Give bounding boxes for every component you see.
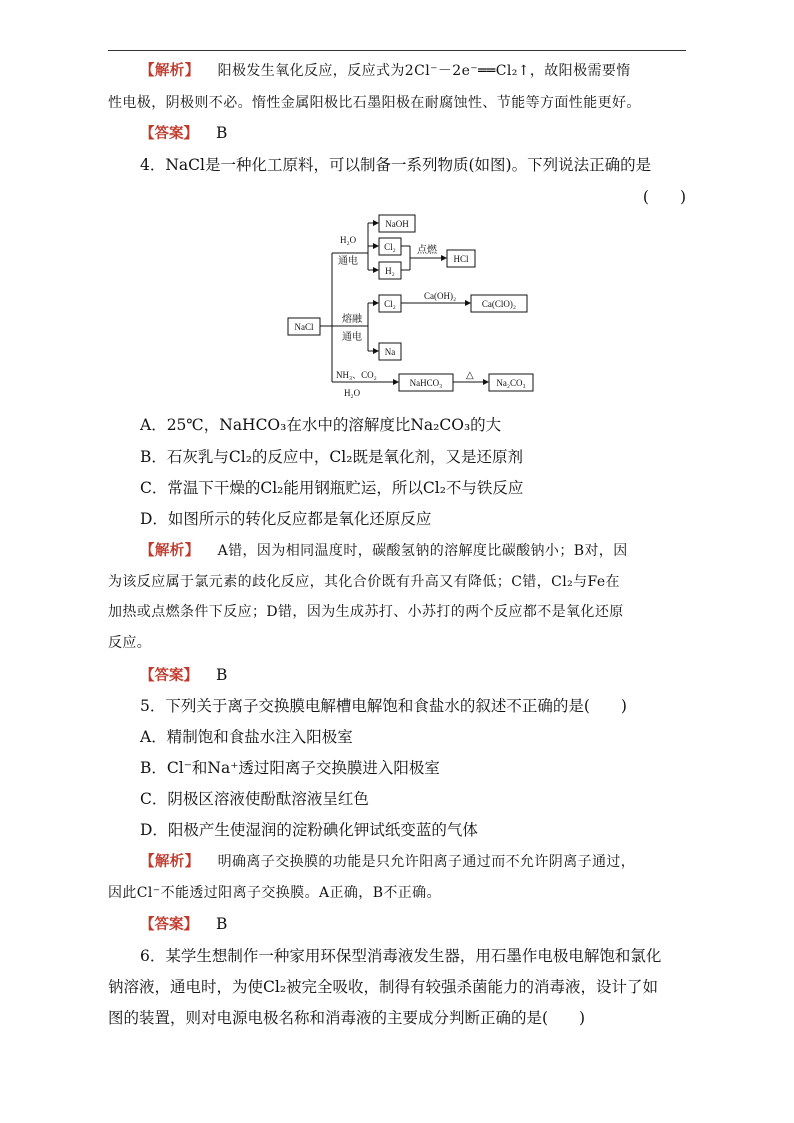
label-nahco3: NaHCO₃ [409,378,443,388]
label-electrolysis-2: 通电 [342,332,362,343]
answer-line [140,122,718,145]
question-5-stem: 5．下列关于离子交换膜电解槽电解饱和食盐水的叙述不正确的是( ) [140,697,627,715]
analysis-line: 为该反应属于氯元素的歧化反应，其化合价既有升高又有降低；C错，Cl₂与Fe在 [108,574,620,590]
analysis-line: 性电极，阴极则不必。惰性金属阳极比石墨阳极在耐腐蚀性、节能等方面性能更好。 [108,95,641,111]
nacl-flow-diagram [280,210,550,400]
answer-tag: 【答案】 [140,126,198,142]
label-h2o: H₂O [340,235,357,245]
answer-value: B [216,915,228,933]
label-ignite: 点燃 [417,245,437,256]
analysis-text: 阳极发生氧化反应，反应式为2Cl⁻－2e⁻══Cl₂↑，故阳极需要惰 [217,63,631,79]
label-electrolysis: 通电 [338,256,358,267]
option-d: D．如图所示的转化反应都是氧化还原反应 [140,510,432,528]
label-naoh: NaOH [385,219,409,229]
answer-paren: ( ) [642,188,686,206]
analysis-line [140,60,718,82]
option-d: D．阳极产生使湿润的淀粉碘化钾试纸变蓝的气体 [140,821,478,839]
analysis-line [140,540,718,562]
question-6-line: 图的装置，则对电源电极名称和消毒液的主要成分判断正确的是( ) [108,1009,586,1027]
label-na: Na [384,347,396,357]
option-b: B．石灰乳与Cl₂的反应中，Cl₂既是氧化剂，又是还原剂 [140,448,523,466]
header-rule [108,50,686,51]
question-6-line: 钠溶液，通电时，为使Cl₂被完全吸收，制得有较强杀菌能力的消毒液，设计了如 [108,978,659,996]
label-cl2-mid: Cl₂ [384,299,396,309]
option-b: B．Cl⁻和Na⁺透过阳离子交换膜进入阳极室 [140,759,440,777]
label-na2co3: Na₂CO₃ [496,378,526,388]
analysis-tag: 【解析】 [140,63,200,79]
analysis-text: A错，因为相同温度时，碳酸氢钠的溶解度比碳酸钠小；B对，因 [217,543,628,559]
label-heat: △ [466,370,474,381]
analysis-line: 加热或点燃条件下反应；D错，因为生成苏打、小苏打的两个反应都不是氧化还原 [108,604,624,620]
option-c: C．常温下干燥的Cl₂能用钢瓶贮运，所以Cl₂不与铁反应 [140,479,524,497]
label-hcl: HCl [453,254,469,264]
answer-value: B [216,666,228,684]
answer-line [140,913,718,936]
label-melt: 熔融 [342,314,362,325]
label-nacl: NaCl [294,322,314,332]
question-4-stem: 4．NaCl是一种化工原料，可以制备一系列物质(如图)。下列说法正确的是 [140,156,652,174]
analysis-tag: 【解析】 [140,543,200,559]
label-h2o-bottom: H₂O [344,388,361,398]
label-cl2: Cl₂ [384,242,396,252]
option-c: C．阴极区溶液使酚酞溶液呈红色 [140,790,369,808]
option-a: A．精制饱和食盐水注入阳极室 [140,728,353,746]
label-nh3co2: NH₃、CO₂ [336,370,377,380]
answer-value: B [216,124,228,142]
label-caoh2: Ca(OH)₂ [424,291,457,301]
option-a: A．25℃，NaHCO₃在水中的溶解度比Na₂CO₃的大 [140,416,502,434]
analysis-line: 因此Cl⁻不能透过阳离子交换膜。A正确，B不正确。 [108,885,441,901]
question-6-line: 6．某学生想制作一种家用环保型消毒液发生器，用石墨作电极电解饱和氯化 [140,947,662,965]
label-caclo2: Ca(ClO)₂ [481,299,517,309]
analysis-text: 明确离子交换膜的功能是只允许阳离子通过而不允许阴离子通过， [217,854,636,870]
answer-tag: 【答案】 [140,668,198,684]
label-h2: H₂ [385,266,395,276]
analysis-line [140,851,718,873]
analysis-tag: 【解析】 [140,854,200,870]
answer-line [140,664,718,687]
answer-tag: 【答案】 [140,917,198,933]
analysis-line: 反应。 [108,635,152,651]
